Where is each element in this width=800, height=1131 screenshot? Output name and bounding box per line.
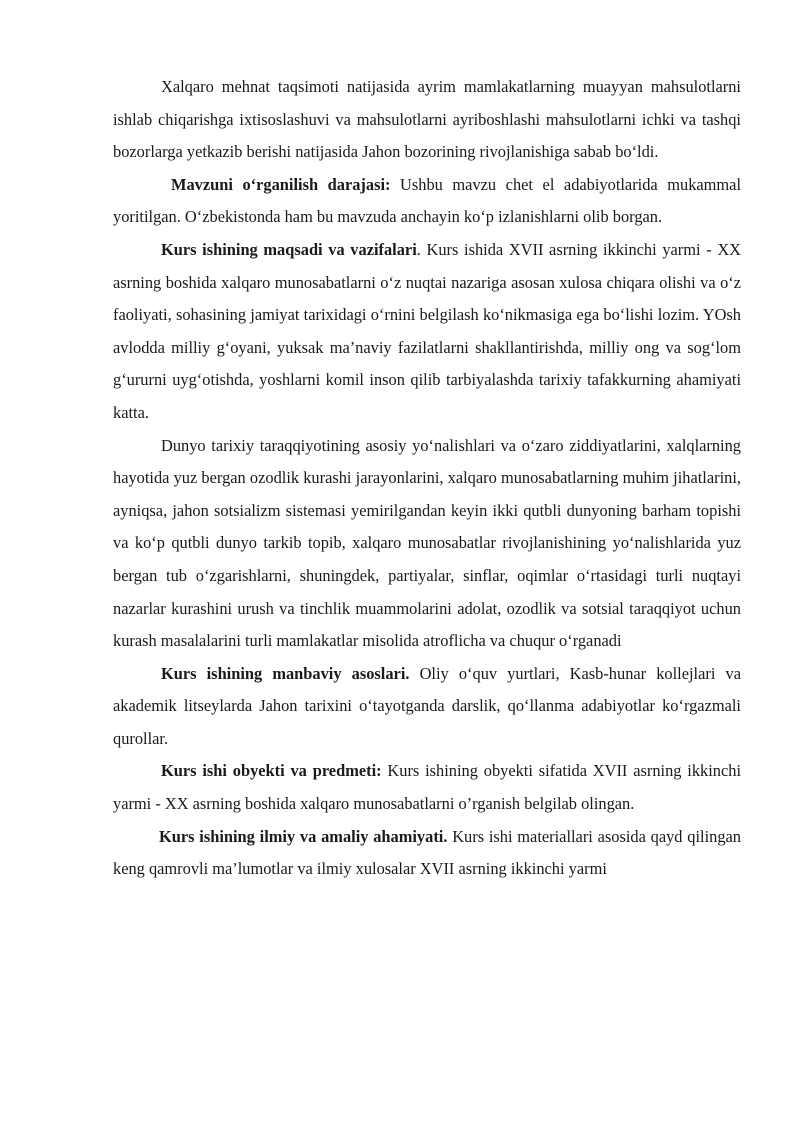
- paragraph-text: Kurs ishi materiallari asosida qayd qilingan keng qamrovli ma’lumotlar va ilmiy xulosalar XVII asrning ikkinchi yarmi: [113, 826, 741, 879]
- paragraph-text: Oliy o‘quv yurtlari, Kasb-hunar kollejlari va akademik litseylarda Jahon tarixini o‘tayotganda darslik, qo‘llanma adabiyotlar ko‘rgazmali qurollar.: [113, 663, 741, 748]
- paragraph-heading: Kurs ishining ilmiy va amaliy ahamiyati.: [159, 826, 448, 846]
- paragraph-goals: [113, 234, 741, 430]
- paragraph-heading: Mavzuni o‘rganilish darajasi:: [171, 174, 391, 194]
- paragraph-heading: Kurs ishining manbaviy asoslari.: [161, 663, 410, 683]
- paragraph-text: Kurs ishining obyekti sifatida XVII asrning ikkinchi yarmi - XX asrning boshida xalqaro munosabatlarni o’rganish belgilab olingan.: [113, 761, 741, 814]
- paragraph-object-subject: [113, 755, 741, 820]
- paragraph-intro: [113, 71, 741, 169]
- paragraph-text: Ushbu mavzu chet el adabiyotlarida mukammal yoritilgan. O‘zbekistonda ham bu mavzuda anchayin ko‘p izlanishlarni olib borgan.: [113, 174, 741, 227]
- paragraph-text: . Kurs ishida XVII asrning ikkinchi yarmi - XX asrning boshida xalqaro munosabatlarni o‘z nuqtai nazariga asosan xulosa chiqara olishi va o‘z faoliyati, sohasining jamiyat tarixidagi o‘rnini belgilash ko‘nikmasiga ega bo‘lishi lozim. YOsh avlodda milliy g‘oyani, yuksak ma’naviy fazilatlarni shakllantirishda, milliy ong va sog‘lom g‘ururni uyg‘otishda, yoshlarni komil inson qilib tarbiyalashda tarixiy tafakkurning ahamiyati katta.: [113, 239, 741, 422]
- paragraph-world-history: [113, 430, 741, 658]
- paragraph-study-level: [113, 169, 741, 234]
- paragraph-sources: [113, 658, 741, 756]
- paragraph-text: Dunyo tarixiy taraqqiyotining asosiy yo‘nalishlari va o‘zaro ziddiyatlarini, xalqlarning hayotida yuz bergan ozodlik kurashi jarayonlarini, xalqaro munosabatlarning muhim jihatlarini, ayniqsa, jahon sotsializm sistemasi yemirilgandan keyin ikki qutbli dunyoning barham topishi va ko‘p qutbli dunyo tarkib topib, xalqaro munosabatlar rivojlanishining yo‘nalishlarida yuz bergan tub o‘zgarishlarni, shuningdek, partiyalar, sinflar, oqimlar o‘rtasidagi turli nuqtayi nazarlar kurashini urush va tinchlik muammolarini adolat, ozodlik va sotsial taraqqiyot uchun kurash masalalarini turli mamlakatlar misolida atroflicha va chuqur o‘rganadi: [113, 435, 741, 651]
- paragraph-significance: [113, 821, 741, 886]
- paragraph-text: Xalqaro mehnat taqsimoti natijasida ayrim mamlakatlarning muayyan mahsulotlarni ishlab chiqarishga ixtisoslashuvi va mahsulotlarni ayriboshlashi mahsulotlarni ichki va tashqi bozorlarga yetkazib berishi natijasida Jahon bozorining rivojlanishiga sabab bo‘ldi.: [113, 77, 741, 162]
- paragraph-heading: Kurs ishining maqsadi va vazifalari: [161, 239, 417, 259]
- document-page: [113, 71, 741, 886]
- paragraph-heading: Kurs ishi obyekti va predmeti:: [161, 761, 382, 781]
